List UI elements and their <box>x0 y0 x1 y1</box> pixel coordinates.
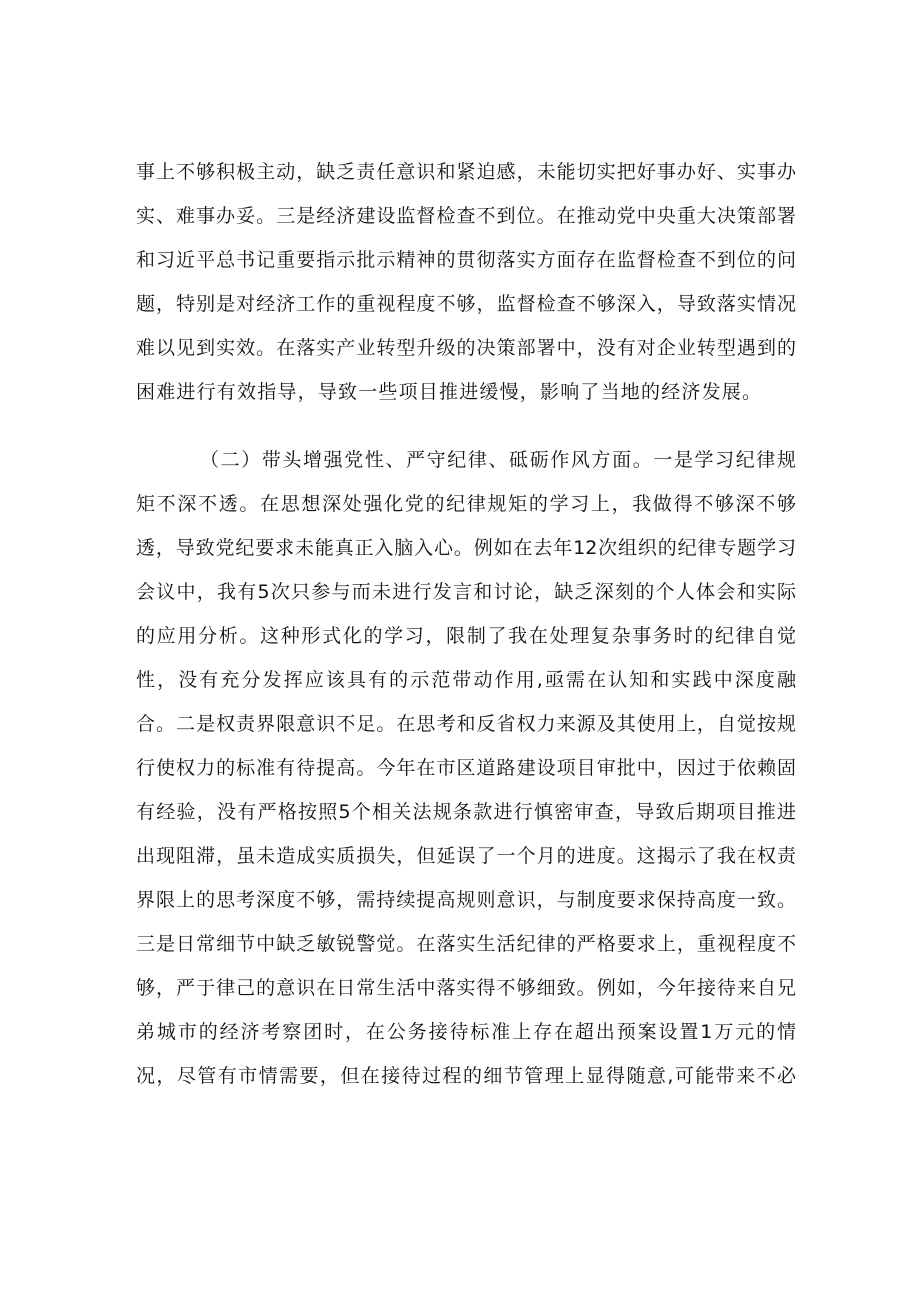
section-heading-line: （二）带头增强党性、严守纪律、砥砺作风方面。一是学习纪律规 <box>200 449 796 471</box>
text-line-21: 况，尽管有市情需要，但在接待过程的细节管理上显得随意,可能带来不必 <box>136 1065 796 1087</box>
text-line-15: 有经验，没有严格按照5个相关法规条款进行慎密审查，导致后期项目推进 <box>136 801 796 823</box>
text-line-10: 会议中，我有5次只参与而未进行发言和讨论，缺乏深刻的个人体会和实际 <box>136 581 796 603</box>
text-line-13: 合。二是权责界限意识不足。在思考和反省权力来源及其使用上，自觉按规 <box>136 713 796 735</box>
text-line-8: 矩不深不透。在思想深处强化党的纪律规矩的学习上，我做得不够深不够 <box>136 493 796 515</box>
text-line-1: 事上不够积极主动，缺乏责任意识和紧迫感，未能切实把好事办好、实事办 <box>136 161 796 183</box>
text-line-20: 弟城市的经济考察团时，在公务接待标准上存在超出预案设置1万元的情 <box>136 1021 796 1043</box>
text-line-9: 透，导致党纪要求未能真正入脑入心。例如在去年12次组织的纪律专题学习 <box>136 537 796 559</box>
text-line-12: 性，没有充分发挥应该具有的示范带动作用,亟需在认知和实践中深度融 <box>136 669 796 691</box>
text-line-16: 出现阻滞，虽未造成实质损失，但延误了一个月的进度。这揭示了我在权责 <box>136 845 796 867</box>
text-line-17: 界限上的思考深度不够，需持续提高规则意识，与制度要求保持高度一致。 <box>136 889 796 911</box>
text-line-3: 和习近平总书记重要指示批示精神的贯彻落实方面存在监督检查不到位的问 <box>136 249 796 271</box>
text-line-14: 行使权力的标准有待提高。今年在市区道路建设项目审批中，因过于依赖固 <box>136 757 796 779</box>
text-line-5: 难以见到实效。在落实产业转型升级的决策部署中，没有对企业转型遇到的 <box>136 337 796 359</box>
text-line-11: 的应用分析。这种形式化的学习，限制了我在处理复杂事务时的纪律自觉 <box>136 625 796 647</box>
text-line-19: 够，严于律己的意识在日常生活中落实得不够细致。例如，今年接待来自兄 <box>136 977 796 999</box>
text-line-4: 题，特别是对经济工作的重视程度不够，监督检查不够深入，导致落实情况 <box>136 293 796 315</box>
text-line-2: 实、难事办妥。三是经济建设监督检查不到位。在推动党中央重大决策部署 <box>136 205 796 227</box>
text-line-6: 困难进行有效指导，导致一些项目推进缓慢，影响了当地的经济发展。 <box>136 381 763 403</box>
text-line-18: 三是日常细节中缺乏敏锐警觉。在落实生活纪律的严格要求上，重视程度不 <box>136 933 796 955</box>
